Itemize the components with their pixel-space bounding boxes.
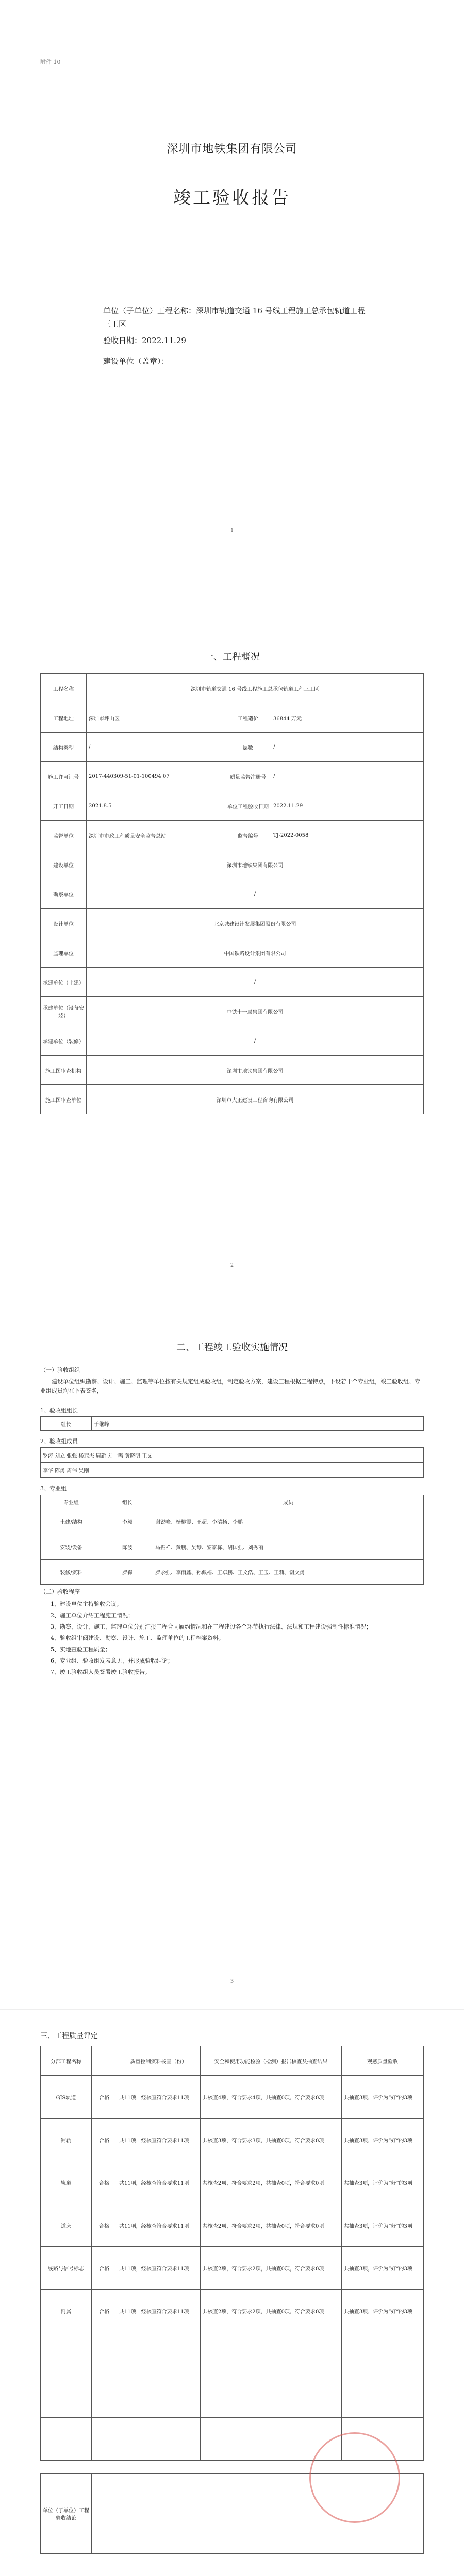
group-leader: 李毅 [102,1509,153,1534]
row-key: 承建单位（设备安装） [41,997,87,1026]
leader-name: 于继峰 [92,1417,424,1431]
column-header: 成员 [153,1495,424,1509]
row-value: 2022.11.29 [271,791,424,821]
specialty-label: 3、专业组 [40,1485,67,1492]
row-value: 北京城建设计发展集团股份有限公司 [87,909,424,938]
table-header-row [41,2046,424,2076]
quality-heading: 三、工程质量评定 [40,2032,98,2040]
members-label: 2、验收组成员 [40,1438,78,1445]
division-name: 轨道 [41,2161,92,2204]
page-number: 2 [230,1263,234,1268]
procedure-step: 5、实地查验工程质量； [51,1646,111,1653]
appearance-check: 共抽查3项，评价为“好”的3项 [341,2076,423,2119]
row-key: 监督编号 [225,821,271,850]
row-value: 2017-440309-51-01-100494 07 [87,762,225,791]
group-leader: 罗森 [102,1560,153,1585]
table-row [41,2076,424,2119]
appearance-check: 共抽查3项，评价为“好”的3项 [341,2161,423,2204]
date-line [103,335,186,346]
division-result: 合格 [92,2161,117,2204]
overview-page [0,629,464,1280]
division-name [41,2418,92,2461]
procedure-step: 7、竣工验收组人员签署竣工验收报告。 [51,1669,151,1675]
row-value: 深圳市地铁集团有限公司 [87,1056,424,1085]
row-value: 深圳市市政工程质量安全监督总站 [87,821,225,850]
table-row [41,1509,424,1534]
row-key: 工程造价 [225,703,271,733]
inspection-page [0,1319,464,1999]
builder-line: 建设单位（盖章）： [103,357,169,366]
org-paragraph: 建设单位组织勘察、设计、施工、监理等单位按有关规定组成验收组，制定验收方案，建设工程根据工程特点，下设若干个专业组，竣工验收组、专业组成员均在下表签名， [40,1378,420,1394]
table-row [41,2290,424,2332]
column-header: 分部工程名称 [41,2046,92,2076]
group-leader: 陈波 [102,1534,153,1560]
members-table [40,1447,424,1478]
row-key: 建设单位 [41,850,87,879]
unit-name: 深圳市轨道交通 16 号线工程施工总承包轨道工程三工区 [103,306,366,329]
appearance-check [341,2375,423,2418]
cover-page [0,0,464,548]
row-value: 中国铁路设计集团有限公司 [87,938,424,968]
procedure-step: 2、施工单位介绍工程施工情况； [51,1612,134,1619]
row-key: 施工图审查单位 [41,1085,87,1114]
control-docs [117,2375,201,2418]
row-value: 深圳市大正建设工程咨询有限公司 [87,1085,424,1114]
division-result: 合格 [92,2076,117,2119]
division-result: 合格 [92,2247,117,2290]
division-result: 合格 [92,2119,117,2161]
unit-line [103,304,371,331]
control-docs: 共11项，经核查符合要求11项 [117,2247,201,2290]
section-org: （一）验收组织 [40,1367,80,1374]
row-key: 质量监督注册号 [225,762,271,791]
row-value: TJ-2022-0058 [271,821,424,850]
function-check: 共核查2项，符合要求2项，共抽查0项，符合要求0项 [200,2290,341,2332]
leader-label: 1、验收组组长 [40,1407,78,1414]
overview-heading: 一、工程概况 [204,652,260,663]
company-name: 深圳市地铁集团有限公司 [167,143,297,156]
procedure-step: 4、验收组审阅建设、勘察、设计、施工、监理单位的工程档案资料； [51,1635,224,1641]
date-value: 2022.11.29 [142,336,186,345]
row-value: 深圳市坪山区 [87,703,225,733]
row-key: 层数 [225,733,271,762]
date-label: 验收日期： [103,336,142,345]
function-check: 共核查2项，符合要求2项，共抽查0项，符合要求0项 [200,2247,341,2290]
row-value: 深圳市轨道交通 16 号线工程施工总承包轨道工程三工区 [87,674,424,703]
function-check [200,2375,341,2418]
row-key: 监督单位 [41,821,87,850]
table-row [41,968,424,997]
control-docs: 共11项，经核查符合要求11项 [117,2119,201,2161]
row-key: 施工许可证号 [41,762,87,791]
table-row [41,821,424,850]
row-value: 2021.8.5 [87,791,225,821]
row-key: 开工日期 [41,791,87,821]
table-row [41,879,424,909]
row-value: / [87,1026,424,1056]
row-key: 监理单位 [41,938,87,968]
division-name: 附属 [41,2290,92,2332]
doc-title: 竣工验收报告 [173,188,291,208]
row-value: / [271,733,424,762]
unit-label: 单位（子单位）工程名称： [103,306,196,315]
table-row [41,909,424,938]
row-key: 设计单位 [41,909,87,938]
row-key: 施工图审查机构 [41,1056,87,1085]
division-result: 合格 [92,2290,117,2332]
division-result [92,2332,117,2375]
table-row [41,938,424,968]
table-row [41,2375,424,2418]
leader-cell-label: 组长 [41,1417,92,1431]
function-check: 共核查2项，符合要求2项，共抽查0项，符合要求0项 [200,2161,341,2204]
specialty-table [40,1495,424,1585]
table-row [41,1448,424,1463]
quality-table [40,2046,424,2461]
table-row [41,1026,424,1056]
member-names: 罗涛 刘立 张强 杨冠杰 周新 刘一鸣 黄晓明 王文 [41,1448,424,1463]
column-header: 组长 [102,1495,153,1509]
column-header: 安全和使用功能检验（检测）报告核查及抽查结果 [200,2046,341,2076]
table-row [41,2119,424,2161]
group-name: 土建/结构 [41,1509,102,1534]
division-name [41,2332,92,2375]
row-key: 勘察单位 [41,879,87,909]
function-check: 共核查2项，符合要求2项，共抽查0项，符合要求0项 [200,2204,341,2247]
table-row [41,1085,424,1114]
table-row [41,2161,424,2204]
group-members: 罗永强、李雨鑫、孙佩福、王卓鹏、王文浩、王玉、王莉、谢文勇 [153,1560,424,1585]
appearance-check: 共抽查3项，评价为“好”的3项 [341,2119,423,2161]
group-name: 安装/设备 [41,1534,102,1560]
control-docs [117,2332,201,2375]
section-procedure: （二）验收程序 [40,1588,80,1595]
function-check [200,2332,341,2375]
procedure-steps [51,1599,422,1678]
table-row [41,997,424,1026]
row-key: 单位工程验收日期 [225,791,271,821]
table-row [41,1056,424,1085]
column-header [92,2046,117,2076]
row-value: / [271,762,424,791]
member-names: 李华 陈勇 周伟 吴刚 [41,1463,424,1478]
row-key: 承建单位（土建） [41,968,87,997]
appearance-check: 共抽查3项，评价为“好”的3项 [341,2290,423,2332]
table-row [41,2332,424,2375]
division-result: 合格 [92,2204,117,2247]
row-value: / [87,968,424,997]
control-docs: 共11项，经核查符合要求11项 [117,2076,201,2119]
group-name: 装修/资料 [41,1560,102,1585]
quality-footer-label: 单位（子单位）工程验收结论 [41,2474,92,2554]
row-value: 中铁十一局集团有限公司 [87,997,424,1026]
procedure-step: 1、建设单位主持验收会议； [51,1601,122,1607]
seal-stamp-quality [309,2432,400,2523]
division-name: 道床 [41,2204,92,2247]
procedure-step: 3、勘察、设计、施工、监理单位分别汇报工程合同履约情况和在工程建设各个环节执行法律、法规和工程建设强制性标准情况； [51,1623,372,1630]
table-row [41,1560,424,1585]
column-header: 观感质量验收 [341,2046,423,2076]
division-name: 铺轨 [41,2119,92,2161]
table-row [41,791,424,821]
row-key: 结构类型 [41,733,87,762]
table-row [41,733,424,762]
division-name [41,2375,92,2418]
appearance-check [341,2332,423,2375]
column-header: 专业组 [41,1495,102,1509]
control-docs: 共11项，经核查符合要求11项 [117,2161,201,2204]
table-header-row [41,1495,424,1509]
table-row [41,2247,424,2290]
division-name: GJS轨道 [41,2076,92,2119]
table-row [41,2204,424,2247]
page-number: 1 [230,528,234,533]
column-header: 质量控制资料核查（份） [117,2046,201,2076]
function-check: 共核查3项，符合要求3项，共抽查0项，符合要求0项 [200,2119,341,2161]
control-docs [117,2418,201,2461]
table-row [41,850,424,879]
group-members: 谢锐峰、杨柳霞、王超、李清扬、李鹏 [153,1509,424,1534]
table-row [41,674,424,703]
division-result [92,2375,117,2418]
table-row [41,762,424,791]
attachment-label: 附件 10 [40,59,61,65]
row-value: 36844 万元 [271,703,424,733]
control-docs: 共11项，经核查符合要求11项 [117,2204,201,2247]
overview-table [40,673,424,1114]
table-row [41,1463,424,1478]
row-key: 工程名称 [41,674,87,703]
control-docs: 共11项，经核查符合要求11项 [117,2290,201,2332]
table-row [41,703,424,733]
row-key: 承建单位（装修） [41,1026,87,1056]
appearance-check: 共抽查3项，评价为“好”的3项 [341,2204,423,2247]
appearance-check: 共抽查3项，评价为“好”的3项 [341,2247,423,2290]
row-value: / [87,733,225,762]
division-result [92,2418,117,2461]
inspection-heading: 二、工程竣工验收实施情况 [176,1342,288,1353]
division-name: 线路与信号标志 [41,2247,92,2290]
procedure-step: 6、专业组、验收组发表意见，并形成验收结论； [51,1657,173,1664]
leader-table [40,1416,424,1431]
page-number: 3 [230,1979,234,1985]
row-value: 深圳市地铁集团有限公司 [87,850,424,879]
quality-page [0,2009,464,2576]
function-check: 共核查4项，符合要求4项，共抽查0项，符合要求0项 [200,2076,341,2119]
table-row [41,1534,424,1560]
group-members: 马振祥、黄鹏、吴琴、黎家栋、胡国强、刘秀丽 [153,1534,424,1560]
row-value: / [87,879,424,909]
row-key: 工程地址 [41,703,87,733]
